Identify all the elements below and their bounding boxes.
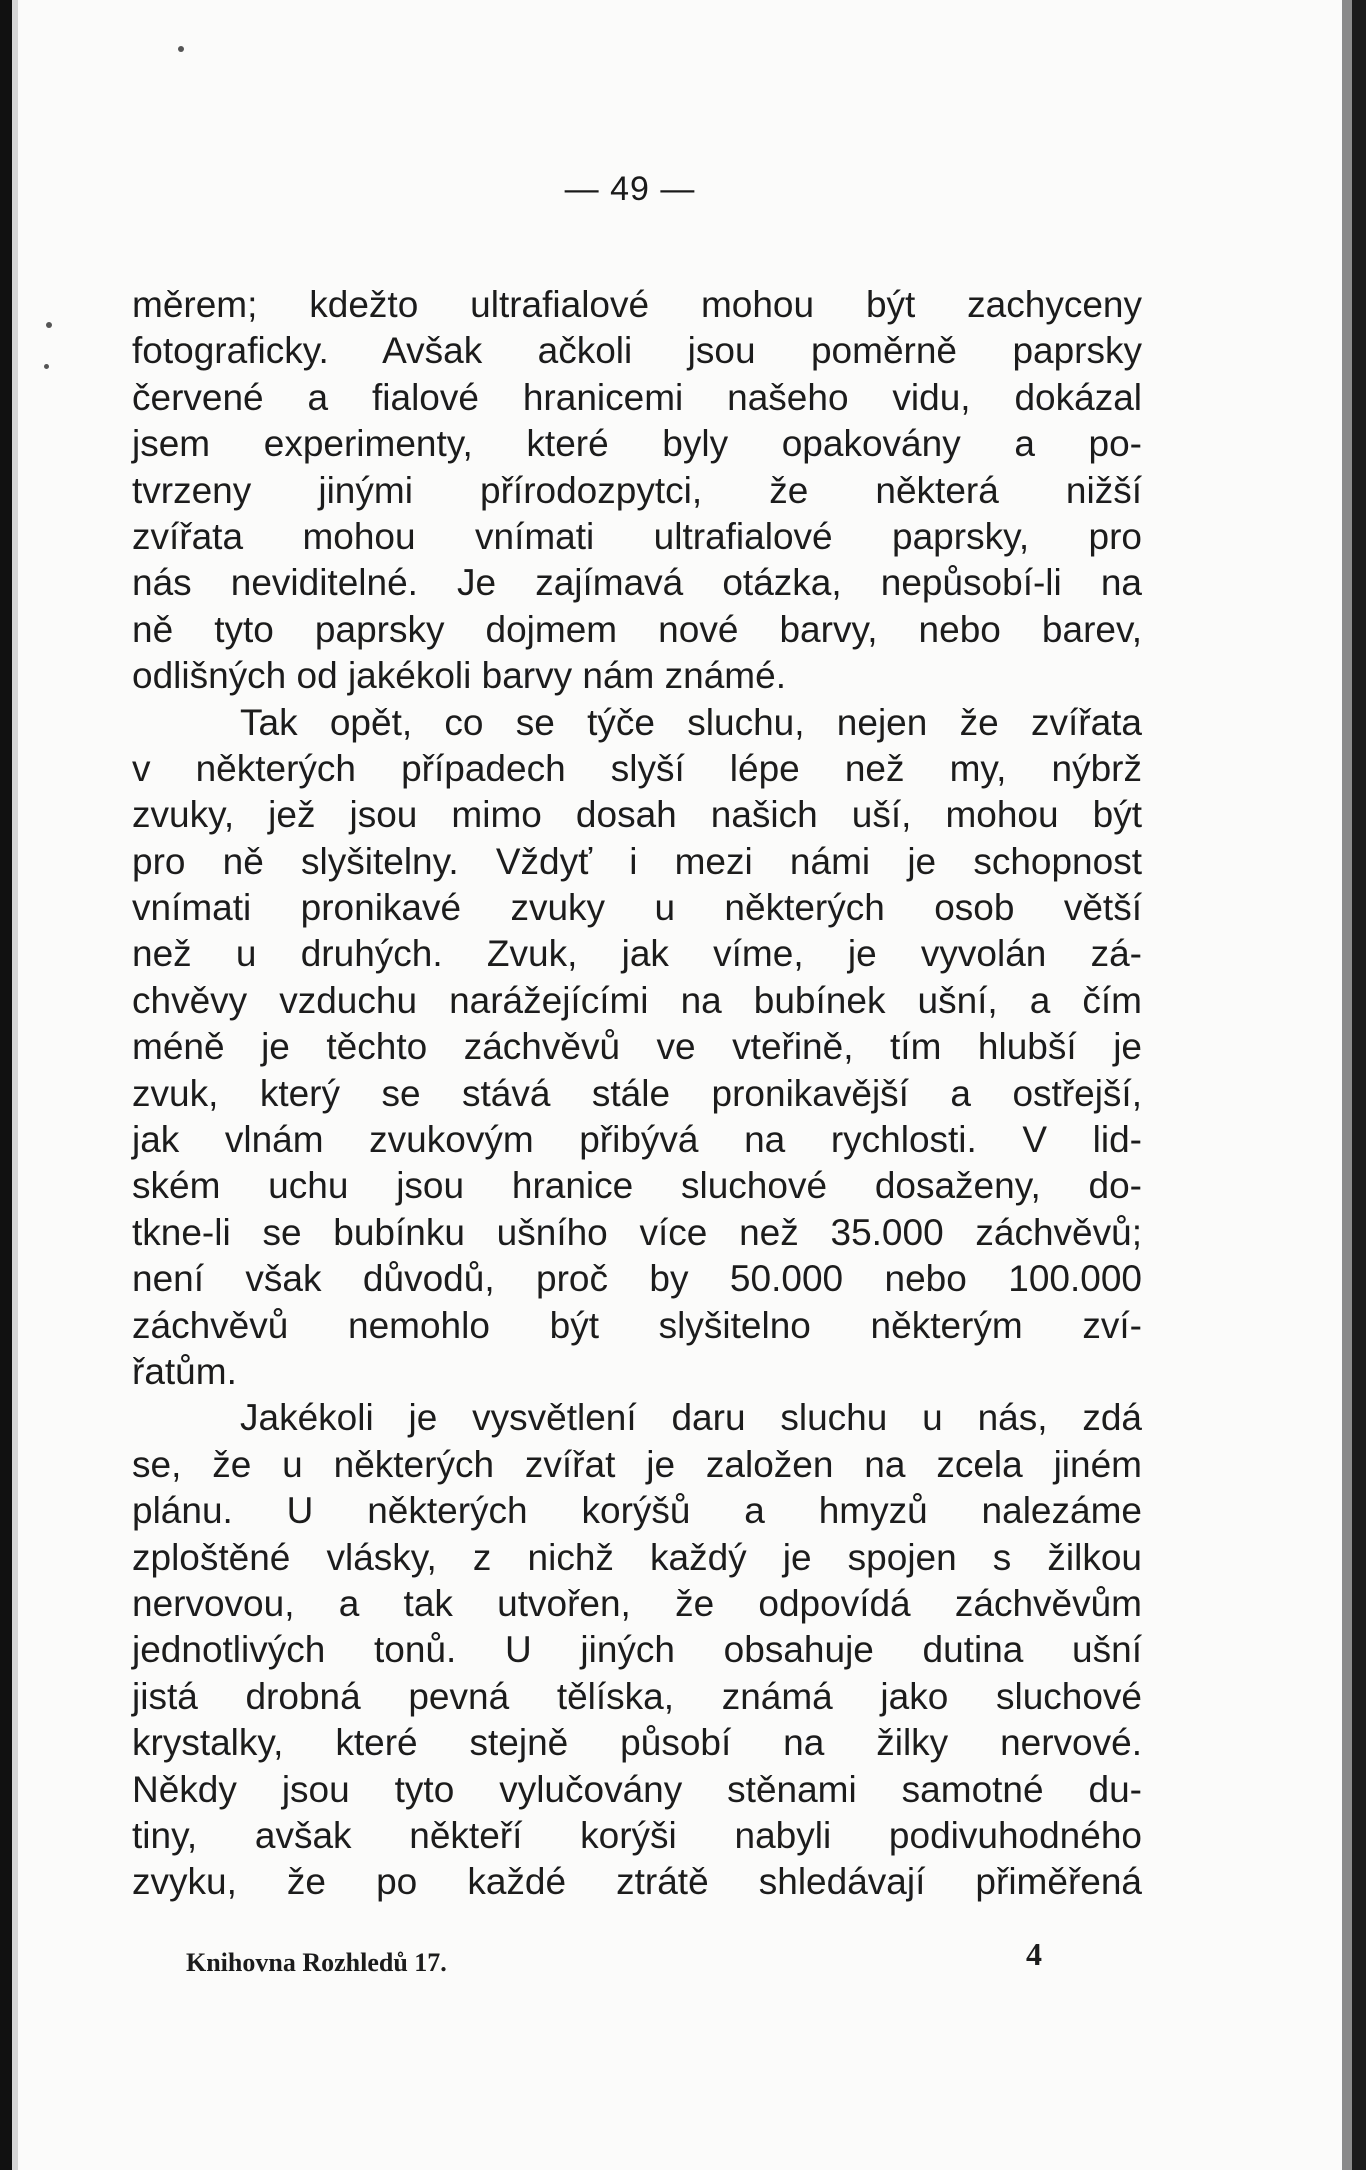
text-line: řatům. (132, 1350, 237, 1392)
text-line: tvrzeny jinými přírodozpytci, že některá nižší (132, 469, 1142, 511)
text-line: tiny, avšak někteří korýši nabyli podivuhodného (132, 1814, 1142, 1856)
left-scan-shadow (12, 0, 18, 2170)
left-scan-border (0, 0, 12, 2170)
text-line: než u druhých. Zvuk, jak víme, je vyvolán zá- (132, 933, 1142, 975)
text-line: zvyku, že po každé ztrátě shledávají přiměřená (132, 1861, 1142, 1903)
footer-signature-mark: 4 (1026, 1936, 1042, 1972)
text-line: zvuk, který se stává stále pronikavější a ostřejší, (132, 1072, 1142, 1114)
text-line: zvířata mohou vnímati ultrafialové paprsky, pro (132, 515, 1142, 557)
text-line: měrem; kdežto ultrafialové mohou být zachyceny (132, 284, 1142, 325)
right-scan-border (1352, 0, 1366, 2170)
text-line: jsem experimenty, které byly opakovány a po- (132, 423, 1142, 465)
text-line: v některých případech slyší lépe než my, nýbrž (132, 747, 1142, 789)
page-number: — 49 — (564, 170, 696, 208)
text-line: červené a fialové hranicemi našeho vidu, dokázal (132, 376, 1142, 418)
text-line: tkne-li se bubínku ušního více než 35.000 záchvěvů; (132, 1211, 1142, 1253)
scan-speck (178, 46, 184, 52)
text-line: jistá drobná pevná tělíska, známá jako sluchové (132, 1675, 1142, 1717)
text-line: není však důvodů, proč by 50.000 nebo 100.000 (132, 1258, 1142, 1300)
text-line: nervovou, a tak utvořen, že odpovídá záchvěvům (132, 1582, 1142, 1624)
text-line: se, že u některých zvířat je založen na zcela jiném (132, 1443, 1142, 1485)
scan-speck (46, 322, 52, 328)
text-line: zploštěné vlásky, z nichž každý je spojen s žilkou (132, 1536, 1142, 1578)
text-line: jednotlivých tonů. U jiných obsahuje dutina ušní (132, 1629, 1142, 1671)
text-line: krystalky, které stejně působí na žilky nervové. (132, 1722, 1142, 1764)
text-line: ském uchu jsou hranice sluchové dosaženy, do- (132, 1165, 1142, 1207)
text-line: záchvěvů nemohlo být slyšitelno některým zví- (132, 1304, 1142, 1346)
body-text (132, 282, 1142, 1906)
scan-speck (44, 364, 49, 369)
text-line: nás neviditelné. Je zajímavá otázka, nepůsobí-li na (132, 562, 1142, 604)
text-line: zvuky, jež jsou mimo dosah našich uší, mohou být (132, 794, 1142, 836)
paragraph-start-line: Tak opět, co se týče sluchu, nejen že zvířata (240, 701, 1142, 743)
text-line: chvěvy vzduchu narážejícími na bubínek ušní, a čím (132, 979, 1142, 1021)
text-line: fotograficky. Avšak ačkoli jsou poměrně paprsky (132, 330, 1142, 372)
right-scan-shadow (1342, 0, 1352, 2170)
text-line: pro ně slyšitelny. Vždyť i mezi námi je schopnost (132, 840, 1142, 882)
text-line: Někdy jsou tyto vylučovány stěnami samotné du- (132, 1768, 1142, 1810)
text-line: vnímati pronikavé zvuky u některých osob větší (132, 887, 1142, 929)
text-line: odlišných od jakékoli barvy nám známé. (132, 655, 786, 697)
paragraph-start-line: Jakékoli je vysvětlení daru sluchu u nás, zdá (240, 1397, 1142, 1439)
text-line: méně je těchto záchvěvů ve vteřině, tím hlubší je (132, 1026, 1142, 1068)
footer-series-title: Knihovna Rozhledů 17. (186, 1948, 447, 1977)
text-line: jak vlnám zvukovým přibývá na rychlosti. V lid- (132, 1119, 1142, 1161)
text-line: plánu. U některých korýšů a hmyzů nalezáme (132, 1490, 1142, 1532)
text-line: ně tyto paprsky dojmem nové barvy, nebo barev, (132, 608, 1142, 650)
